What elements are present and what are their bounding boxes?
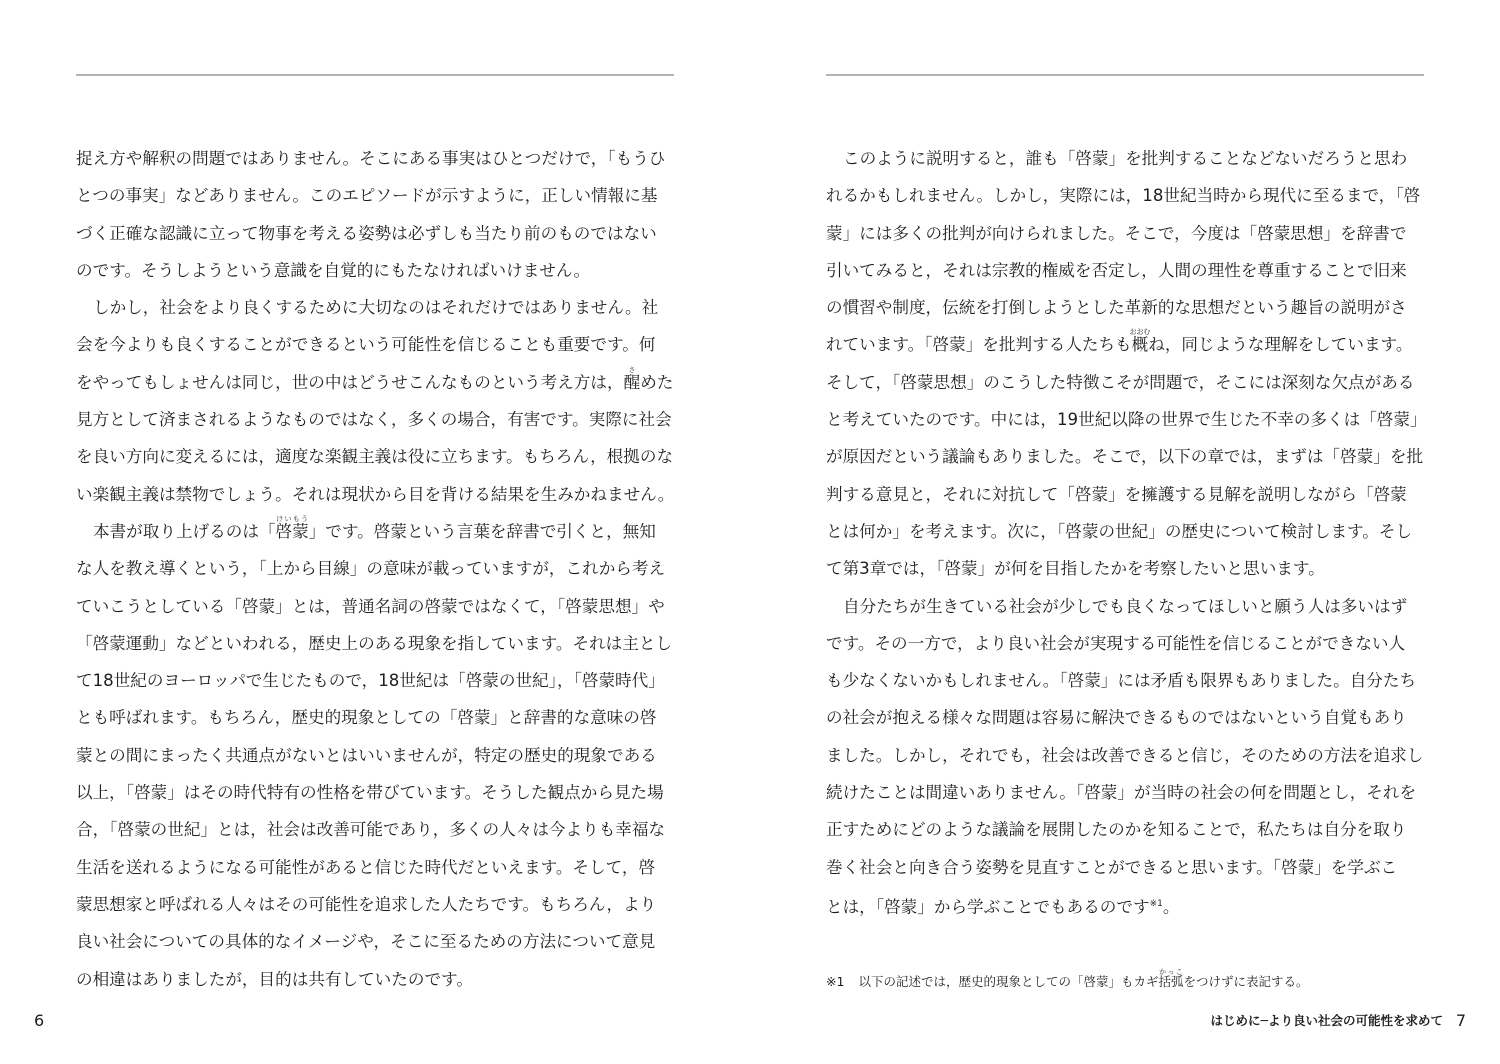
text-line: 生活を送れるようになる可能性があると信じた時代だといえます。そして，啓 — [76, 857, 656, 877]
text-line: とは，「啓蒙」から学ぶことでもあるのです$^{※1}$。 — [826, 897, 1180, 917]
footnote-mark: ※1 — [826, 974, 845, 989]
text-line: の社会が抱える様々な問題は容易に解決できるものではないという自覚もあり — [826, 708, 1407, 728]
text-line: このように説明すると，誰も「啓蒙」を批判することなどないだろうと思わ — [843, 149, 1408, 168]
furigana: 括弧かっこ — [1158, 968, 1184, 989]
text-line: が原因だという議論もありました。そこで，以下の章では，まずは「啓蒙」を批 — [826, 447, 1424, 467]
body-text — [76, 140, 676, 998]
text-line: な人を教え導くという，「上から目線」の意味が載っていますが，これから考え — [76, 559, 666, 579]
text-line: とは何か」を考えます。次に，「啓蒙の世紀」の歴史について検討します。そし — [826, 521, 1413, 541]
text-line: て第3章では，「啓蒙」が何を目指したかを考察したいと思います。 — [826, 559, 1325, 579]
text-line: づく正確な認識に立って物事を考える姿勢は必ずしも当たり前のものではない — [76, 223, 657, 243]
text-line: とも呼ばれます。もちろん，歴史的現象としての「啓蒙」と辞書的な意味の啓 — [76, 708, 657, 728]
body-text — [826, 140, 1426, 923]
text-line: 本書が取り上げるのは「啓蒙けいもう」です。啓蒙という言葉を辞書で引くと，無知 — [93, 514, 656, 541]
text-line: の相違はありましたが，目的は共有していたのです。 — [76, 969, 473, 989]
text-line: 続けたことは間違いありません。「啓蒙」が当時の社会の何を問題とし，それを — [826, 783, 1417, 803]
text-line: れるかもしれません。しかし，実際には，18世紀当時から現代に至るまで，「啓 — [826, 186, 1421, 206]
page-number: 6 — [34, 1011, 45, 1030]
text-line: 判する意見と，それに対抗して「啓蒙」を擁護する見解を説明しながら「啓蒙 — [826, 484, 1407, 504]
text-line: の慣習や制度，伝統を打倒しようとした革新的な思想だという趣旨の説明がさ — [826, 298, 1407, 318]
furigana: 醒さ — [623, 365, 641, 392]
text-line: 捉え方や解釈の問題ではありません。そこにある事実はひとつだけで，「もうひ — [76, 149, 666, 168]
text-line: です。その一方で，より良い社会が実現する可能性を信じることができない人 — [826, 633, 1406, 653]
text-line: い楽観主義は禁物でしょう。それは現状から目を背ける結果を生みかねません。 — [76, 484, 675, 504]
text-line: 自分たちが生きている社会が少しでも良くなってほしいと願う人は多いはず — [843, 596, 1408, 616]
text-line: を良い方向に変えるには，適度な楽観主義は役に立ちます。もちろん，根拠のな — [76, 447, 674, 467]
text-line: 蒙」には多くの批判が向けられました。そこで，今度は「啓蒙思想」を辞書で — [826, 223, 1407, 243]
text-line: 良い社会についての具体的なイメージや，そこに至るための方法について意見 — [76, 932, 656, 952]
text-line: 「啓蒙運動」などといわれる，歴史上のある現象を指しています。それは主とし — [76, 633, 673, 653]
text-line: も少なくないかもしれません。「啓蒙」には矛盾も限界もありました。自分たち — [826, 671, 1417, 691]
text-line: をやってもしょせんは同じ，世の中はどうせこんなものという考え方は，醒さめた — [76, 365, 674, 392]
text-line: のです。そうしようという意識を自覚的にもたなければいけません。 — [76, 260, 591, 280]
text-line: 見方として済まされるようなものではなく，多くの場合，有害です。実際に社会 — [76, 410, 672, 430]
text-line: 以上，「啓蒙」はその時代特有の性格を帯びています。そうした観点から見た場 — [76, 783, 664, 803]
text-line: 会を今よりも良くすることができるという可能性を信じることも重要です。何 — [76, 335, 656, 355]
text-line: 合，「啓蒙の世紀」とは，社会は改善可能であり，多くの人々は今よりも幸福な — [76, 820, 666, 840]
text-line: そして，「啓蒙思想」のこうした特徴こそが問題で，そこには深刻な欠点がある — [826, 372, 1415, 392]
text-line: ていこうとしている「啓蒙」とは，普通名詞の啓蒙ではなくて，「啓蒙思想」や — [76, 596, 665, 616]
header-rule — [826, 74, 1424, 76]
text-line: しかし，社会をより良くするために大切なのはそれだけではありません。社 — [93, 298, 659, 318]
footnote: ※1 以下の記述では，歴史的現象としての「啓蒙」もカギ括弧かっこをつけずに表記する。 — [826, 968, 1309, 989]
text-line: れています。「啓蒙」を批判する人たちも概おおむね，同じような理解をしています。 — [826, 328, 1413, 355]
text-line: 蒙との間にまったく共通点がないとはいいませんが，特定の歴史的現象である — [76, 745, 657, 765]
text-line: 引いてみると，それは宗教的権威を否定し，人間の理性を尊重することで旧来 — [826, 260, 1407, 280]
text-line: と考えていたのです。中には，19世紀以降の世界で生じた不幸の多くは「啓蒙」 — [826, 410, 1427, 430]
text-line: ました。しかし，それでも，社会は改善できると信じ，そのための方法を追求し — [826, 745, 1424, 765]
text-line: とつの事実」などありません。このエピソードが示すように，正しい情報に基 — [76, 186, 658, 206]
right-page — [750, 0, 1500, 1064]
header-rule — [76, 74, 674, 76]
footnote-reference[interactable]: ※1 — [1149, 898, 1163, 909]
running-head: はじめに─より良い社会の可能性を求めて — [1210, 1013, 1443, 1028]
furigana: 啓蒙けいもう — [275, 514, 309, 541]
text-line: 蒙思想家と呼ばれる人々はその可能性を追求した人たちです。もちろん，より — [76, 894, 657, 914]
furigana: 概おおむ — [1129, 328, 1151, 355]
text-line: 巻く社会と向き合う姿勢を見直すことができると思います。「啓蒙」を学ぶこ — [826, 857, 1398, 877]
page-number: 7 — [1455, 1011, 1466, 1030]
text-line: 正すためにどのような議論を展開したのかを知ることで，私たちは自分を取り — [826, 820, 1407, 840]
text-line: て18世紀のヨーロッパで生じたもので，18世紀は「啓蒙の世紀」，「啓蒙時代」 — [76, 671, 665, 691]
